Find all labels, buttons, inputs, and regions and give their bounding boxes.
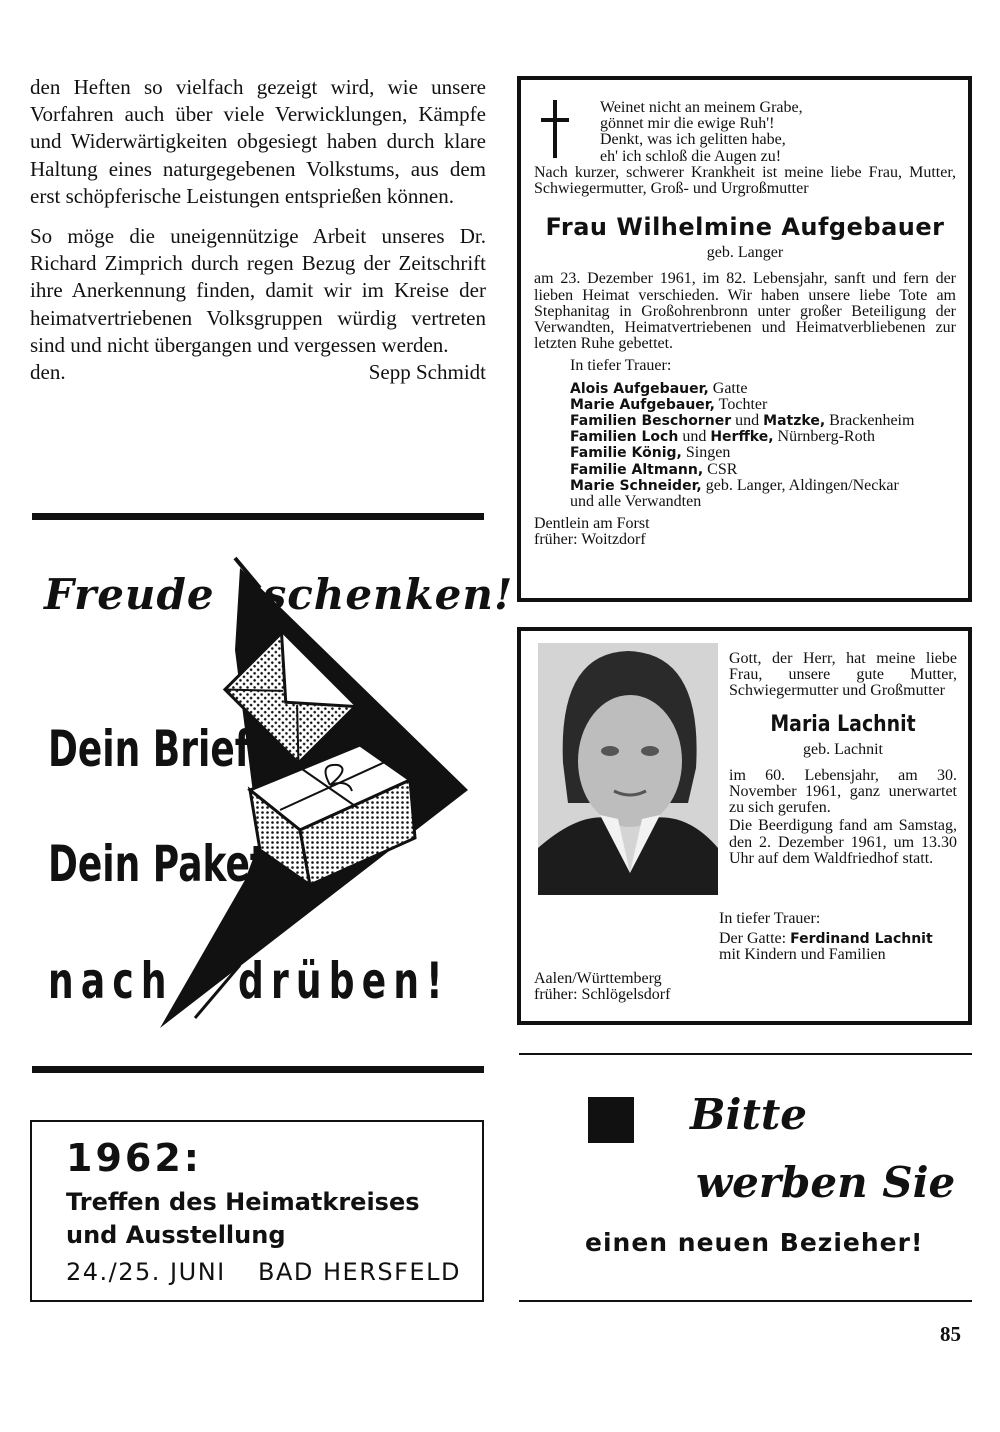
ad-title-word1: Freude: [44, 570, 215, 619]
divider-rule-lower: [32, 1066, 484, 1073]
page-number: 85: [940, 1322, 961, 1346]
article-paragraph-1: den Heften so vielfach gezeigt wird, wie unsere Vorfahren auch über viele Verwicklungen, Kämpfe und Widerwärtigkeiten obgesiegt haben durch klare Haltung eines naturgegebenen Volkstums, aus dem erst schöpferische Leistungen entsprießen können.: [30, 75, 486, 208]
obituary2-text1: im 60. Lebensjahr, am 30. November 1961, ganz unerwartet zu sich gerufen.: [729, 766, 957, 817]
promo-bottom-rule: [519, 1300, 972, 1302]
article-author: Sepp Schmidt: [368, 360, 486, 385]
ad-title: [44, 570, 513, 619]
mourner-line: Familie König, Singen: [570, 444, 731, 462]
promo-line-3: einen neuen Bezieher!: [585, 1228, 924, 1257]
mourner-line: Familien Beschorner und Matzke, Brackenheim: [570, 412, 915, 430]
obituary1-mourners: [570, 381, 956, 511]
obituary1-mourning-title: In tiefer Trauer:: [570, 357, 672, 375]
mourner-line: Familie Altmann, CSR: [570, 460, 738, 478]
poem-line: eh' ich schloß die Augen zu!: [600, 147, 782, 165]
obituary2-name: Maria Lachnit: [770, 711, 916, 737]
poem-line: Denkt, was ich gelitten habe,: [600, 131, 786, 149]
ad-line-brief: Dein Brief: [48, 720, 251, 778]
portrait-image: [538, 643, 718, 895]
obituary1-origin: Dentlein am Forst früher: Woitzdorf: [534, 515, 650, 549]
promo-line-1: Bitte: [690, 1090, 807, 1139]
mourner-line: Marie Schneider, geb. Langer, Aldingen/Neckar: [570, 476, 899, 494]
mourner-line: Marie Aufgebauer, Tochter: [570, 395, 768, 413]
article-paragraph-2: So möge die uneigennützige Arbeit unseres Dr. Richard Zimprich durch regen Bezug der Zeitschrift ihre Anerkennung finden, damit wir im Kreise der heimatvertriebenen Volksgruppen würdig vertreten sind und nicht übergangen und vergessen werden.: [30, 224, 486, 357]
obituary1-poem: [600, 100, 956, 165]
event-place: BAD HERSFELD: [258, 1258, 461, 1286]
promo-line-2: werben Sie: [696, 1158, 956, 1207]
obituary2-origin: Aalen/Württemberg früher: Schlögelsdorf: [534, 970, 671, 1004]
mourner-line: Alois Aufgebauer, Gatte: [570, 379, 748, 397]
event-year: 1962:: [66, 1136, 202, 1180]
obituary2-mourner: Der Gatte: Ferdinand Lachnit: [719, 930, 933, 948]
article-text: [30, 74, 486, 386]
obituary2-mourning-title: In tiefer Trauer:: [719, 910, 821, 927]
obituary1-born: geb. Langer: [706, 244, 784, 262]
poem-line: gönnet mir die ewige Ruh'!: [600, 115, 775, 133]
obituary-lachnit: [517, 627, 972, 1025]
obituary2-intro: Gott, der Herr, hat meine liebe Frau, unsere gute Mutter, Schwiegermutter und Großmutter: [729, 650, 957, 700]
obituary2-mourners: [719, 911, 959, 964]
mourner-line: Familien Loch und Herffke, Nürnberg-Roth: [570, 428, 876, 446]
obituary2-text-block: [729, 651, 957, 867]
obituary1-intro: Nach kurzer, schwerer Krankheit ist meine liebe Frau, Mutter, Schwiegermutter, Groß- und Urgroßmutter: [534, 163, 956, 198]
obituary-aufgebauer: [517, 76, 972, 602]
ad-line-nach: nach: [48, 952, 174, 1010]
black-square-icon: [588, 1097, 634, 1143]
obituary2-born: geb. Lachnit: [803, 740, 883, 758]
portrait-photo: [538, 643, 718, 895]
ad-title-word2: schenken!: [262, 570, 514, 619]
obituary2-text2: Die Beerdigung fand am Samstag, den 2. Dezember 1961, um 13.30 Uhr auf dem Waldfriedhof statt.: [729, 817, 957, 867]
poem-line: Weinet nicht an meinem Grabe,: [600, 99, 803, 116]
obituary2-mourner-rest: mit Kindern und Familien: [719, 946, 886, 964]
freude-schenken-ad: [30, 540, 514, 1040]
promo-top-rule: [519, 1053, 972, 1055]
event-date: 24./25. JUNI: [66, 1258, 226, 1286]
ad-line-drueben: drüben!: [238, 952, 450, 1010]
event-title: Treffen des Heimatkreises und Ausstellung: [66, 1188, 420, 1249]
ad-line-paket: Dein Paket: [48, 835, 268, 893]
mourner-line: und alle Verwandten: [570, 493, 702, 511]
article-last-word: den.: [30, 360, 66, 385]
obituary1-text: am 23. Dezember 1961, im 82. Lebensjahr, sanft und fern der lieben Heimat verschieden. Wir haben unsere liebe Tote am Stephanitag in Großohrenbronn unter großer Beteiligung der Verwandten, Heimatvertriebenen und Heimatverbliebenen zur letzten Ruhe gebettet.: [534, 270, 956, 353]
divider-rule: [32, 513, 484, 520]
obituary1-name: Frau Wilhelmine Aufgebauer: [545, 213, 945, 242]
article-signoff: [30, 359, 486, 386]
event-announcement-box: [30, 1120, 484, 1302]
